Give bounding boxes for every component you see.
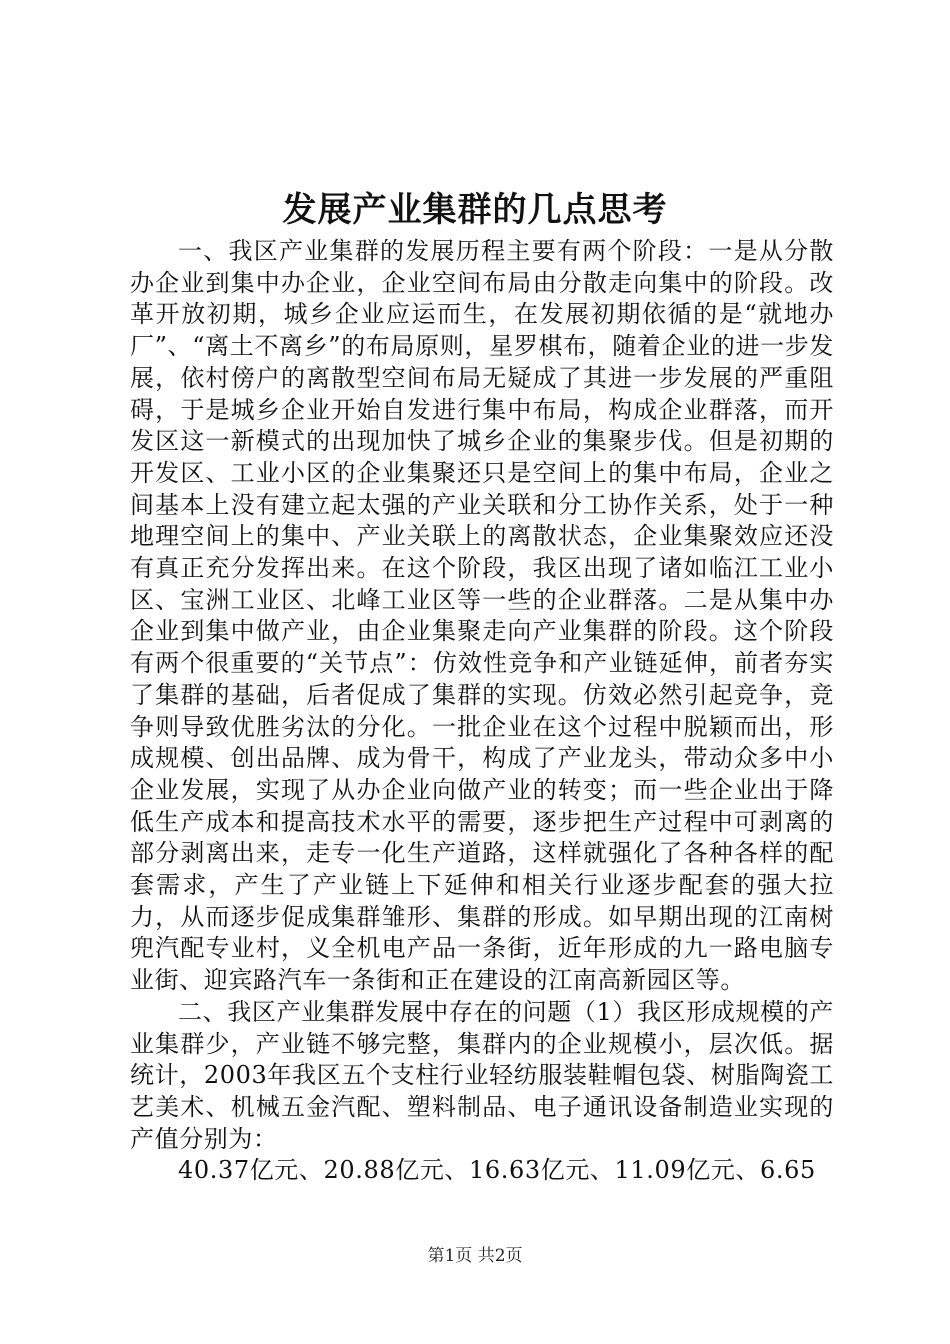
document-title: 发展产业集群的几点思考 [282,190,668,230]
paragraph-development-history: 一、我区产业集群的发展历程主要有两个阶段：一是从分散办企业到集中办企业，企业空间布局由分散走向集中的阶段。改革开放初期，城乡企业应运而生，在发展初期依循的是“就地办厂”、“离土不离乡”的布局原则，星罗棋布，随着企业的进一步发展，依村傍户的离散型空间布局无疑成了其进一步发展的严重阻碍，于是城乡企业开始自发进行集中布局，构成企业群落，而开发区这一新模式的出现加快了城乡企业的集聚步伐。但是初期的开发区、工业小区的企业集聚还只是空间上的集中布局，企业之间基本上没有建立起太强的产业关联和分工协作关系，处于一种地理空间上的集中、产业关联上的离散状态，企业集聚效应还没有真正充分发挥出来。在这个阶段，我区出现了诸如临江工业小区、宝洲工业区、北峰工业区等一些的企业群落。二是从集中办企业到集中做产业，由企业集聚走向产业集群的阶段。这个阶段有两个很重要的“关节点”：仿效性竞争和产业链延伸，前者夯实了集群的基础，后者促成了集群的实现。仿效必然引起竞争，竞争则导致优胜劣汰的分化。一批企业在这个过程中脱颖而出，形成规模、创出品牌、成为骨干，构成了产业龙头，带动众多中小企业发展，实现了从办企业向做产业的转变；而一些企业出于降低生产成本和提高技术水平的需要，逐步把生产过程中可剥离的部分剥离出来，走专一化生产道路，这样就强化了各种各样的配套需求，产生了产业链上下延伸和相关行业逐步配套的强大拉力，从而逐步促成集群雏形、集群的形成。如早期出现的江南树兜汽配专业村，义全机电产品一条街，近年形成的九一路电脑专业街、迎宾路汽车一条街和正在建设的江南高新园区等。 [130,237,834,995]
paragraph-existing-problems: 二、我区产业集群发展中存在的问题（1）我区形成规模的产业集群少，产业链不够完整，集群内的企业规模小，层次低。据统计，2003年我区五个支柱行业轻纺服装鞋帽包袋、树脂陶瓷工艺美术、机械五金汽配、塑料制品、电子通讯设备制造业实现的产值分别为： [130,997,834,1153]
paragraph-output-values: 40.37亿元、20.88亿元、16.63亿元、11.09亿元、6.65 [178,1156,816,1185]
page-number-footer: 第1页 共2页 [427,1246,523,1266]
document-body [130,236,834,1187]
